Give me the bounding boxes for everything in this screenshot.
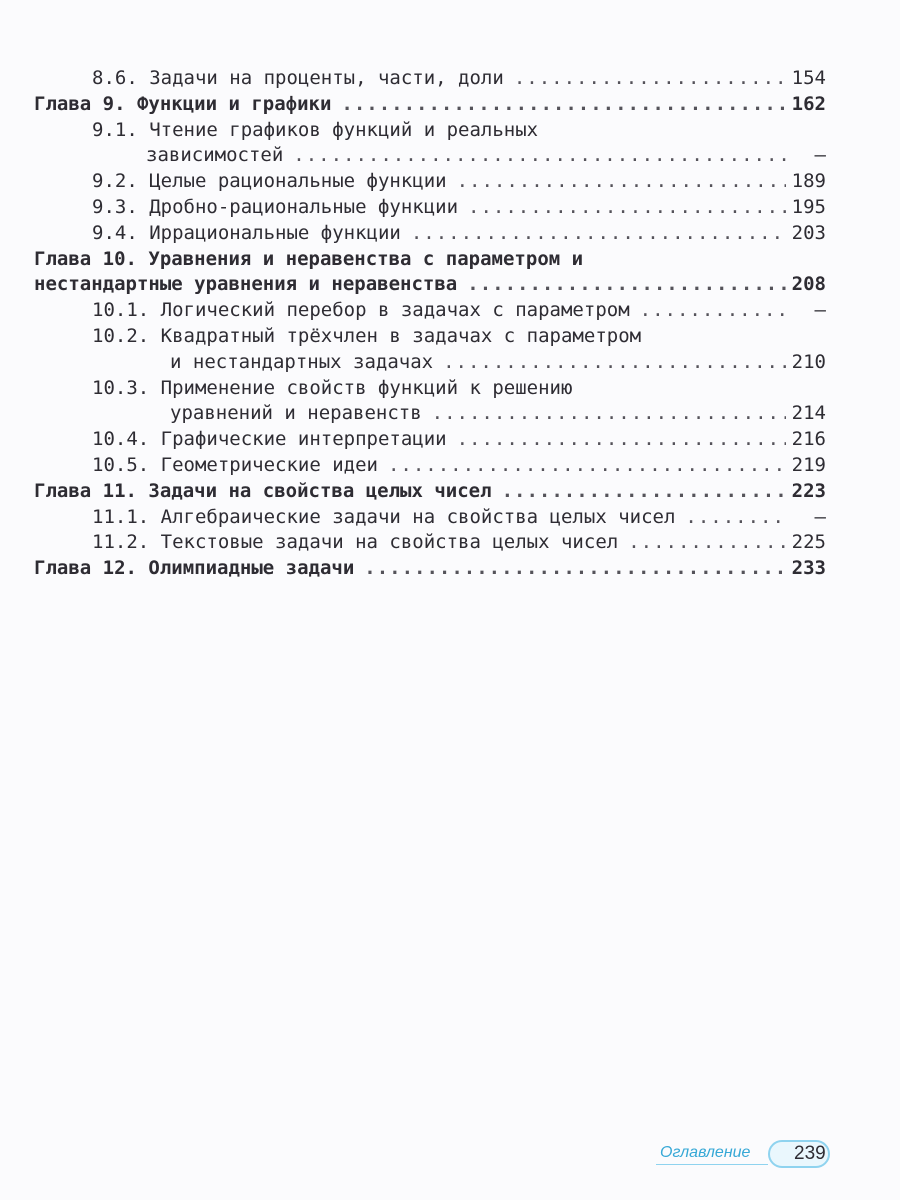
toc-entry-title: 10.5. Геометрические идеи — [92, 453, 378, 476]
toc-entry-title: 9.4. Иррациональные функции — [92, 221, 401, 244]
toc-entry-title: и нестандартных задачах — [170, 350, 434, 373]
toc-entry-page: 189 — [791, 170, 826, 193]
toc-section-entry — [34, 298, 826, 324]
toc-section-entry — [34, 169, 826, 195]
toc-entry-title: 8.6. Задачи на проценты, части, доли — [92, 67, 504, 89]
toc-entry-page: 195 — [791, 195, 826, 218]
toc-entry-page: 208 — [791, 273, 826, 296]
section-label: Оглавление — [660, 1144, 751, 1161]
toc-entry-title: 10.1. Логический перебор в задачах с параметром — [92, 299, 630, 322]
dot-leader — [514, 66, 786, 92]
toc-entry-page: 223 — [791, 479, 826, 502]
toc-entry-page: – — [814, 299, 826, 322]
toc-entry-title: 11.1. Алгебраические задачи на свойства целых чисел — [92, 505, 676, 528]
toc-entry-title: уравнений и неравенств — [170, 402, 422, 425]
toc-entry-title: нестандартные уравнения и неравенства — [34, 273, 458, 296]
toc-entry-page: 214 — [791, 402, 826, 425]
page-number: 239 — [794, 1143, 826, 1164]
toc-section-entry — [34, 376, 826, 402]
toc-section-entry — [34, 324, 826, 350]
toc-entry-title: 10.2. Квадратный трёхчлен в задачах с параметром — [92, 324, 642, 347]
toc-entry-page: 154 — [791, 67, 826, 89]
toc-entry-title: 11.2. Текстовые задачи на свойства целых чисел — [92, 531, 619, 554]
dot-leader — [411, 221, 786, 247]
toc-chapter-entry — [34, 92, 826, 118]
toc-entry-title: 10.3. Применение свойств функций к решению — [92, 376, 573, 399]
toc-entry-title: 9.3. Дробно-рациональные функции — [92, 195, 459, 218]
toc-entry-page: – — [814, 144, 826, 167]
dot-leader — [685, 505, 786, 531]
toc-entry-title: Глава 12. Олимпиадные задачи — [34, 557, 355, 580]
toc-section-entry — [34, 401, 826, 427]
toc-entry-page: 219 — [791, 453, 826, 476]
dot-leader — [457, 169, 786, 195]
dot-leader — [628, 530, 785, 556]
dot-leader — [467, 272, 785, 298]
dot-leader — [502, 479, 786, 505]
toc-section-entry — [34, 453, 826, 479]
toc-section-entry — [34, 221, 826, 247]
toc-chapter-entry — [34, 479, 826, 505]
toc-entry-title: Глава 10. Уравнения и неравенства с параметром и — [34, 247, 584, 270]
dot-leader — [364, 556, 785, 582]
toc-entry-page: 225 — [791, 531, 826, 554]
toc-entry-page: 162 — [791, 92, 826, 115]
dot-leader — [388, 453, 786, 479]
toc-entry-page: 216 — [791, 428, 826, 451]
toc-section-entry — [34, 195, 826, 221]
footer-rule — [656, 1164, 768, 1165]
toc-entry-page: – — [814, 505, 826, 528]
toc-section-entry — [34, 143, 826, 169]
toc-section-entry — [34, 530, 826, 556]
toc-entry-title: Глава 11. Задачи на свойства целых чисел — [34, 479, 492, 502]
toc-entry-title: 9.1. Чтение графиков функций и реальных — [92, 118, 539, 141]
dot-leader — [432, 401, 786, 427]
toc-entry-title: 9.2. Целые рациональные функции — [92, 170, 447, 193]
toc-section-entry — [34, 118, 826, 144]
toc-chapter-entry — [34, 247, 826, 273]
dot-leader — [443, 350, 786, 376]
toc-chapter-entry — [34, 556, 826, 582]
toc-entry-page: 210 — [791, 350, 826, 373]
dot-leader — [640, 298, 786, 324]
toc-entry-title: 10.4. Графические интерпретации — [92, 428, 447, 451]
toc-section-entry — [34, 66, 826, 92]
toc-section-entry — [34, 350, 826, 376]
dot-leader — [457, 427, 786, 453]
toc-section-entry — [34, 427, 826, 453]
toc-entry-title: зависимостей — [146, 144, 284, 167]
toc-chapter-entry — [34, 272, 826, 298]
dot-leader — [293, 143, 786, 169]
table-of-contents — [34, 66, 826, 582]
dot-leader — [341, 92, 785, 118]
toc-entry-title: Глава 9. Функции и графики — [34, 92, 332, 115]
page-footer — [656, 1140, 842, 1168]
toc-entry-page: 203 — [791, 221, 826, 244]
toc-section-entry — [34, 505, 826, 531]
dot-leader — [468, 195, 786, 221]
toc-entry-page: 233 — [791, 557, 826, 580]
